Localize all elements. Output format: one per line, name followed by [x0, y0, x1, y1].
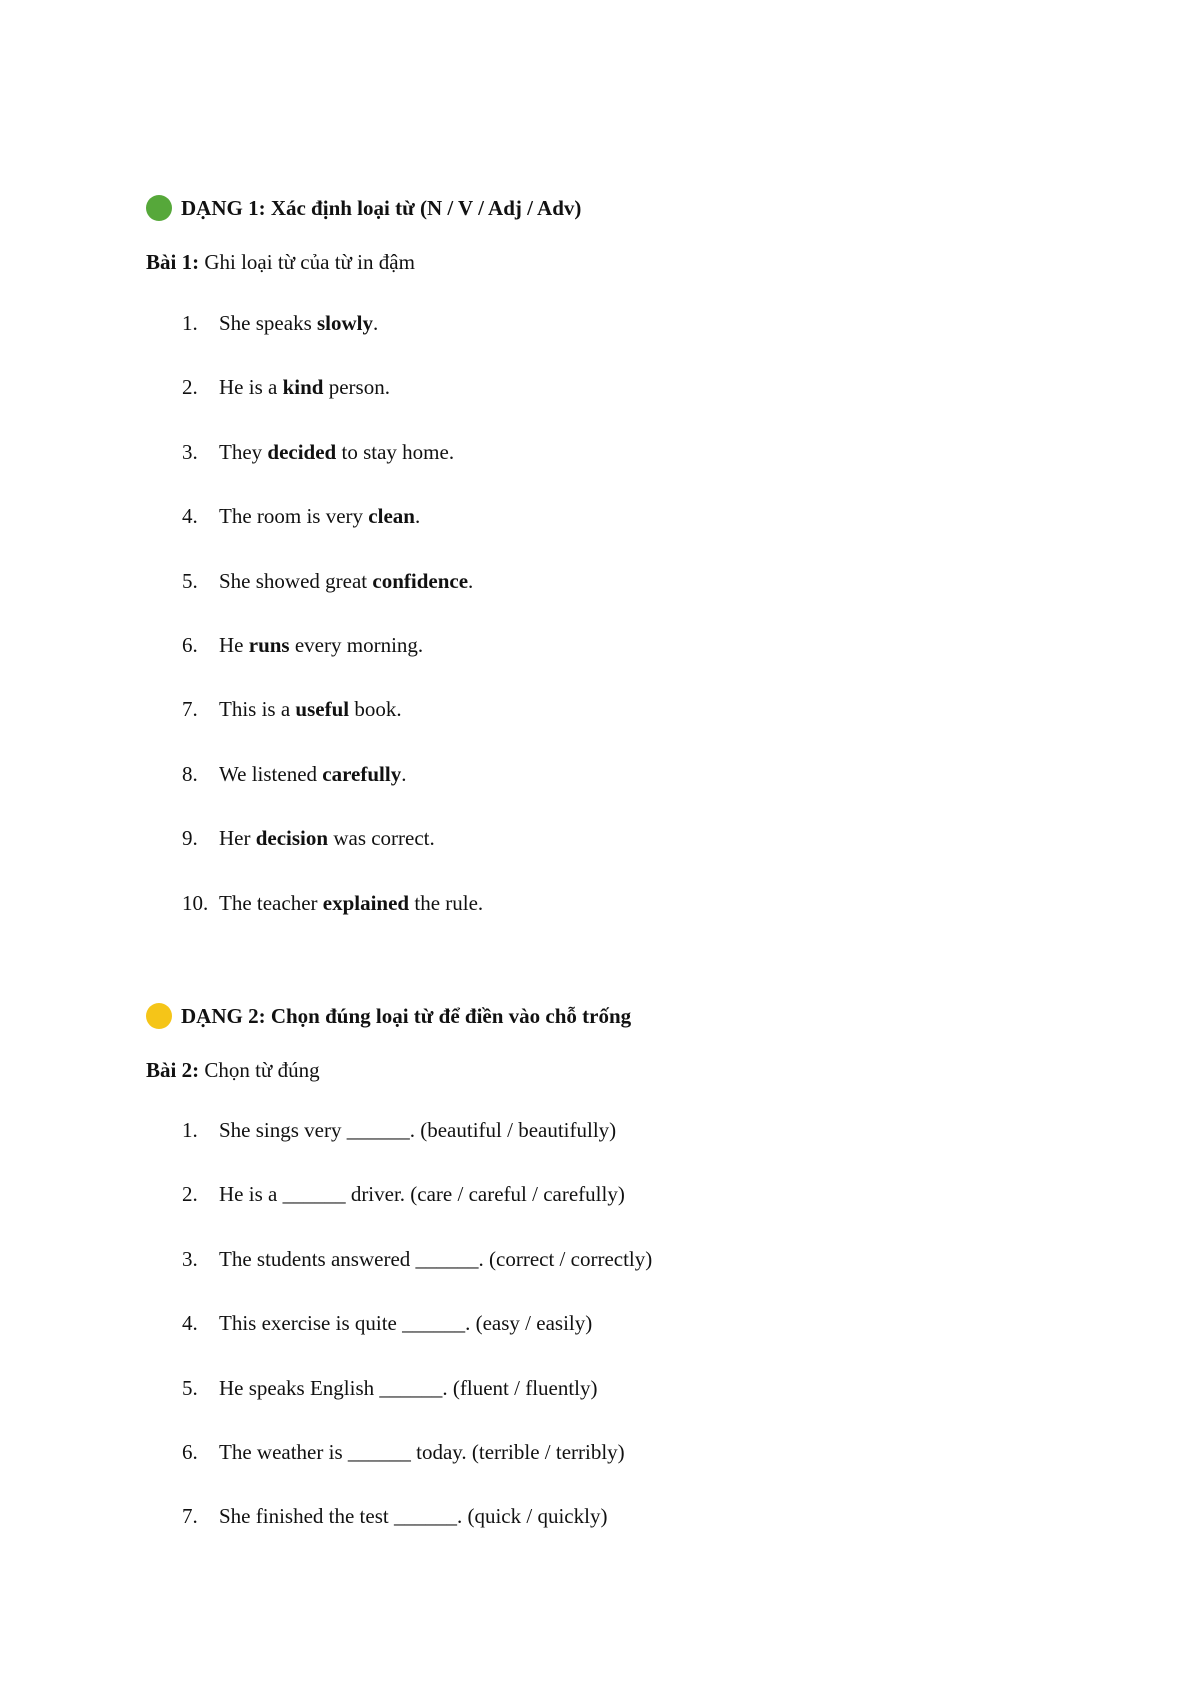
- exercise-2-list: [146, 1098, 1106, 1549]
- item-text-after: .: [401, 761, 407, 786]
- item-text-before: They: [219, 439, 268, 464]
- item-text-after: .: [373, 311, 379, 335]
- item-text: [219, 613, 423, 677]
- item-text: She sings very ______. (beautiful / beautifully): [219, 1118, 617, 1142]
- item-text-before: He is a: [219, 375, 283, 400]
- list-item: [146, 1227, 1106, 1291]
- item-text-after: person.: [323, 375, 390, 400]
- item-text-before: This is a: [219, 697, 296, 722]
- list-item: [146, 677, 1106, 741]
- list-item: [146, 1420, 1106, 1484]
- item-bold-word: explained: [322, 890, 410, 915]
- section-1-heading-text: DẠNG 1: Xác định loại từ (N / V / Adj / Adv): [181, 195, 582, 220]
- item-number: 4.: [182, 1311, 198, 1336]
- item-number: 6.: [182, 1439, 198, 1464]
- section-2-heading-text: DẠNG 2: Chọn đúng loại từ để điền vào chỗ trống: [181, 1003, 632, 1028]
- exercise-2-instruction-text: Chọn từ đúng: [199, 1058, 320, 1082]
- section-1: [146, 191, 1106, 935]
- item-text: The weather is ______ today. (terrible / terribly): [219, 1439, 625, 1464]
- item-text: [219, 484, 420, 548]
- item-bold-word: decided: [267, 439, 337, 464]
- list-item: [146, 1484, 1106, 1548]
- item-text: [219, 677, 402, 741]
- list-item: [146, 1291, 1106, 1355]
- item-text-before: She showed great: [219, 568, 373, 593]
- list-item: [146, 613, 1106, 677]
- list-item: [146, 806, 1106, 870]
- item-text: He is a ______ driver. (care / careful / carefully): [219, 1182, 625, 1207]
- list-item: [146, 1356, 1106, 1420]
- item-text: [219, 291, 378, 355]
- item-bold-word: kind: [282, 375, 324, 400]
- list-item: [146, 549, 1106, 613]
- item-text-before: The room is very: [219, 504, 369, 529]
- item-text-after: book.: [349, 697, 402, 722]
- list-item: [146, 291, 1106, 355]
- exercise-2-label: Bài 2:: [146, 1058, 200, 1082]
- exercise-1-instruction-text: Ghi loại từ của từ in đậm: [199, 250, 415, 274]
- section-2-heading: [146, 999, 1106, 1033]
- item-text-after: .: [414, 504, 421, 529]
- item-text-after: the rule.: [409, 890, 484, 915]
- item-bold-word: slowly: [317, 311, 374, 335]
- section-1-heading: [146, 191, 1106, 225]
- list-item: [146, 871, 1106, 935]
- green-circle-icon: [146, 195, 172, 221]
- item-text: He speaks English ______. (fluent / fluently): [219, 1375, 598, 1400]
- item-number: 6.: [182, 632, 198, 657]
- item-text-before: We listened: [219, 761, 323, 786]
- item-bold-word: clean: [368, 504, 415, 529]
- item-text-after: was correct.: [328, 826, 435, 851]
- item-text: [219, 549, 473, 613]
- list-item: [146, 484, 1106, 548]
- item-text: [219, 420, 454, 484]
- item-number: 2.: [182, 375, 198, 400]
- exercise-1-label: Bài 1:: [146, 250, 200, 274]
- item-number: 3.: [182, 439, 198, 464]
- item-text: [219, 742, 406, 806]
- item-number: 7.: [182, 1504, 198, 1529]
- item-number: 1.: [182, 311, 198, 335]
- item-text-after: every morning.: [289, 632, 424, 657]
- yellow-circle-icon: [146, 1003, 172, 1029]
- item-text-before: Her: [219, 826, 256, 851]
- item-text-before: He: [219, 632, 249, 657]
- item-text-after: .: [468, 568, 474, 593]
- item-number: 5.: [182, 1375, 198, 1400]
- section-2: [146, 999, 1106, 1549]
- item-bold-word: runs: [248, 632, 290, 657]
- item-number: 7.: [182, 697, 198, 722]
- item-number: 2.: [182, 1182, 198, 1207]
- list-item: [146, 1162, 1106, 1226]
- item-text: She finished the test ______. (quick / quickly): [219, 1504, 608, 1529]
- item-text: The students answered ______. (correct / correctly): [219, 1246, 653, 1271]
- exercise-1-list: [146, 291, 1106, 935]
- item-number: 9.: [182, 826, 198, 851]
- item-number: 4.: [182, 504, 198, 529]
- item-number: 5.: [182, 568, 198, 593]
- list-item: [146, 355, 1106, 419]
- exercise-1-instruction: [146, 245, 1106, 279]
- item-number: 1.: [182, 1118, 198, 1142]
- item-bold-word: decision: [255, 826, 329, 851]
- list-item: [146, 1098, 1106, 1162]
- item-text-after: to stay home.: [336, 439, 455, 464]
- item-number: 8.: [182, 761, 198, 786]
- item-text-before: The teacher: [219, 890, 323, 915]
- exercise-2-instruction: [146, 1053, 1106, 1087]
- item-text: [219, 871, 483, 935]
- list-item: [146, 420, 1106, 484]
- item-bold-word: carefully: [322, 761, 402, 786]
- item-text-before: She speaks: [219, 311, 317, 335]
- item-text: [219, 355, 390, 419]
- item-bold-word: useful: [295, 697, 350, 722]
- item-number: 3.: [182, 1246, 198, 1271]
- item-text: This exercise is quite ______. (easy / easily): [219, 1311, 593, 1336]
- list-item: [146, 742, 1106, 806]
- item-number: 10.: [182, 890, 209, 915]
- item-bold-word: confidence: [372, 568, 469, 593]
- item-text: [219, 806, 435, 870]
